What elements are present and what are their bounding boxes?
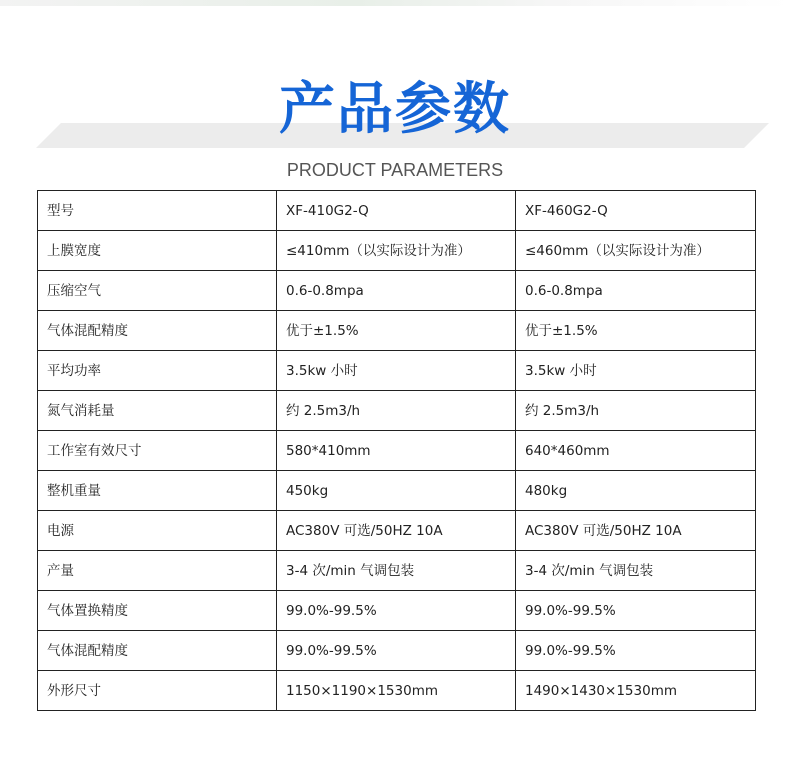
param-name: 整机重量: [38, 471, 277, 511]
param-value-model-1: 99.0%-99.5%: [277, 631, 516, 671]
param-name: 氮气消耗量: [38, 391, 277, 431]
table-row: [38, 311, 756, 351]
param-value-model-2: 约 2.5m3/h: [516, 391, 756, 431]
top-decor-strip: [0, 0, 790, 6]
table-row: [38, 351, 756, 391]
table-row: [38, 671, 756, 711]
table-row: [38, 231, 756, 271]
param-value-model-1: XF-410G2-Q: [277, 191, 516, 231]
param-value-model-2: 99.0%-99.5%: [516, 631, 756, 671]
table-row: [38, 391, 756, 431]
param-value-model-1: 3.5kw 小时: [277, 351, 516, 391]
table-row: [38, 511, 756, 551]
param-name: 电源: [38, 511, 277, 551]
param-name: 产量: [38, 551, 277, 591]
param-value-model-2: ≤460mm（以实际设计为准）: [516, 231, 756, 271]
table-row: [38, 471, 756, 511]
param-name: 型号: [38, 191, 277, 231]
param-name: 气体置换精度: [38, 591, 277, 631]
param-value-model-2: 640*460mm: [516, 431, 756, 471]
param-name: 压缩空气: [38, 271, 277, 311]
param-value-model-1: 0.6-0.8mpa: [277, 271, 516, 311]
page-title: 产品参数: [279, 77, 511, 142]
param-value-model-2: 0.6-0.8mpa: [516, 271, 756, 311]
param-value-model-1: 3-4 次/min 气调包装: [277, 551, 516, 591]
param-value-model-1: 450kg: [277, 471, 516, 511]
param-name: 平均功率: [38, 351, 277, 391]
param-value-model-1: 1150×1190×1530mm: [277, 671, 516, 711]
table-row: [38, 271, 756, 311]
param-value-model-2: 1490×1430×1530mm: [516, 671, 756, 711]
param-value-model-1: 99.0%-99.5%: [277, 591, 516, 631]
param-value-model-1: 580*410mm: [277, 431, 516, 471]
param-value-model-2: 优于±1.5%: [516, 311, 756, 351]
table-row: [38, 631, 756, 671]
param-value-model-2: 3-4 次/min 气调包装: [516, 551, 756, 591]
param-value-model-2: 3.5kw 小时: [516, 351, 756, 391]
param-value-model-2: 480kg: [516, 471, 756, 511]
table-row: [38, 551, 756, 591]
table-row: [38, 591, 756, 631]
param-name: 工作室有效尺寸: [38, 431, 277, 471]
param-name: 气体混配精度: [38, 631, 277, 671]
table-row: [38, 431, 756, 471]
table-row: [38, 191, 756, 231]
page-subtitle: PRODUCT PARAMETERS: [286, 160, 504, 180]
param-name: 气体混配精度: [38, 311, 277, 351]
param-name: 外形尺寸: [38, 671, 277, 711]
parameters-table: [37, 190, 756, 711]
param-value-model-2: 99.0%-99.5%: [516, 591, 756, 631]
param-value-model-2: XF-460G2-Q: [516, 191, 756, 231]
param-value-model-2: AC380V 可选/50HZ 10A: [516, 511, 756, 551]
param-value-model-1: AC380V 可选/50HZ 10A: [277, 511, 516, 551]
param-value-model-1: 优于±1.5%: [277, 311, 516, 351]
param-value-model-1: ≤410mm（以实际设计为准）: [277, 231, 516, 271]
param-name: 上膜宽度: [38, 231, 277, 271]
param-value-model-1: 约 2.5m3/h: [277, 391, 516, 431]
